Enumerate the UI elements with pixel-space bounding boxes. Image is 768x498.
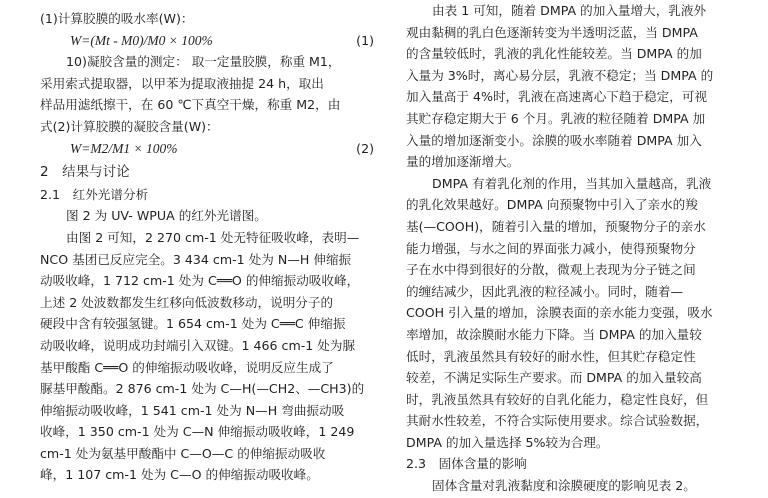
paragraph-line: 伸缩振动吸收峰，1 541 cm-1 处为 N—H 弯曲振动吸 xyxy=(40,402,345,418)
equation-number: (1) xyxy=(356,32,374,48)
paragraph-line: 硬段中含有较强氢键。1 654 cm-1 处为 C══C 伸缩振 xyxy=(40,316,346,332)
paragraph-line: 其贮存稳定期大于 6 个月。乳液的粒径随着 DMPA 加 xyxy=(406,110,706,126)
paragraph-line: 峰，1 107 cm-1 处为 C—O 的伸缩振动吸收峰。 xyxy=(40,467,319,483)
paragraph-line: 其耐水性较差，不符合实际使用要求。综合试验数据， xyxy=(406,413,709,429)
paragraph-line: 固体含量对乳液黏度和涂膜硬度的影响见表 2。 xyxy=(432,478,696,494)
paragraph-line: DMPA 有着乳化剂的作用，当其加入量越高，乳液 xyxy=(432,175,712,191)
paragraph-line: 基(—COOH)，随着引入量的增加，预聚物分子的亲水 xyxy=(406,218,706,234)
paragraph-line: cm-1 处为氨基甲酸酯中 C—O—C 的伸缩振动吸收 xyxy=(40,445,326,461)
paragraph-line: 基甲酸酯 C══O 的伸缩振动吸收峰，说明反应生成了 xyxy=(40,359,334,375)
paragraph-line: (1)计算胶膜的吸水率(W)： xyxy=(40,11,194,26)
equation-number: (2) xyxy=(356,140,374,156)
paragraph-line: NCO 基团已反应完全。3 434 cm-1 处为 N—H 伸缩振 xyxy=(40,251,352,267)
paragraph-line: 入量的增加逐渐变小。涂膜的吸水率随着 DMPA 加入 xyxy=(406,132,702,148)
paragraph-line: 能力增强，与水之间的界面张力减小，使得预聚物分 xyxy=(406,240,696,256)
formula-2-text: W=M2/M1 × 100% xyxy=(70,140,178,156)
formula-1-text: W=(Mt - M0)/M0 × 100% xyxy=(70,32,213,48)
paragraph-line: 率增加，故涂膜耐水能力下降。当 DMPA 的加入量较 xyxy=(406,326,702,342)
paragraph-line: 低时，乳液虽然具有较好的耐水性，但其贮存稳定性 xyxy=(406,348,696,364)
subsection-heading: 2.3 固体含量的影响 xyxy=(406,456,527,472)
paragraph-line: 由图 2 可知，2 270 cm-1 处无特征吸收峰，表明— xyxy=(66,229,360,245)
paragraph-line: 上述 2 处波数都发生红移向低波数移动，说明分子的 xyxy=(40,294,334,310)
paragraph-line: 收峰，1 350 cm-1 处为 C—N 伸缩振动吸收峰，1 249 xyxy=(40,424,355,440)
paragraph-line: 由表 1 可知，随着 DMPA 的加入量增大，乳液外 xyxy=(432,3,707,18)
right-column xyxy=(406,0,739,497)
paragraph-line: 时，乳液虽然具有较好的自乳化能力，稳定性良好，但 xyxy=(406,391,709,407)
paragraph-line: COOH 引入量的增加，涂膜表面的亲水能力变强，吸水 xyxy=(406,305,713,321)
paragraph-line: 子在水中得到很好的分散，微观上表现为分子链之间 xyxy=(406,262,696,278)
paragraph-line: 量的增加逐渐增大。 xyxy=(406,154,520,170)
formula-2 xyxy=(40,138,374,160)
paragraph-line: 动吸收峰，说明成功封端引入双键。1 466 cm-1 处为脲 xyxy=(40,337,356,353)
left-column xyxy=(40,0,374,486)
section-heading: 2 结果与讨论 xyxy=(40,164,130,181)
paragraph-line: 的含量较低时，乳液的乳化性能较差。当 DMPA 的加 xyxy=(406,46,702,62)
paragraph-line: 10)凝胶含量的测定： 取一定量胶膜，称重 M1， xyxy=(66,54,341,70)
paragraph-line: 较差，不满足实际生产要求。而 DMPA 的加入量较高 xyxy=(406,370,702,386)
paragraph-line: 样品用滤纸擦干，在 60 ℃下真空干燥，称重 M2，由 xyxy=(40,97,341,113)
subsection-heading: 2.1 红外光谱分析 xyxy=(40,186,149,202)
formula-1 xyxy=(40,30,374,52)
paragraph-line: 采用索式提取器，以甲苯为提取液抽提 24 h，取出 xyxy=(40,75,324,91)
paragraph-line: DMPA 的加入量选择 5%较为合理。 xyxy=(406,434,609,450)
paragraph-line: 动吸收峰，1 712 cm-1 处为 C══O 的伸缩振动吸收峰， xyxy=(40,273,360,289)
paragraph-line: 式(2)计算胶膜的凝胶含量(W)： xyxy=(40,118,219,134)
paragraph-line: 的乳化效果越好。DMPA 向预聚物中引入了亲水的羧 xyxy=(406,197,698,213)
paragraph-line: 图 2 为 UV- WPUA 的红外光谱图。 xyxy=(66,208,267,224)
paragraph-line: 的缠结减少，因此乳液的粒径减小。同时，随着— xyxy=(406,283,684,299)
paragraph-line: 脲基甲酸酯。2 876 cm-1 处为 C—H(—CH2、—CH3)的 xyxy=(40,381,365,397)
paragraph-line: 加入量高于 4%时，乳液在高速离心下趋于稳定，可视 xyxy=(406,89,708,105)
paragraph-line: 入量为 3%时，离心易分层，乳液不稳定；当 DMPA 的 xyxy=(406,67,714,83)
paragraph-line: 观由黏稠的乳白色逐渐转变为半透明泛蓝，当 DMPA xyxy=(406,24,698,40)
